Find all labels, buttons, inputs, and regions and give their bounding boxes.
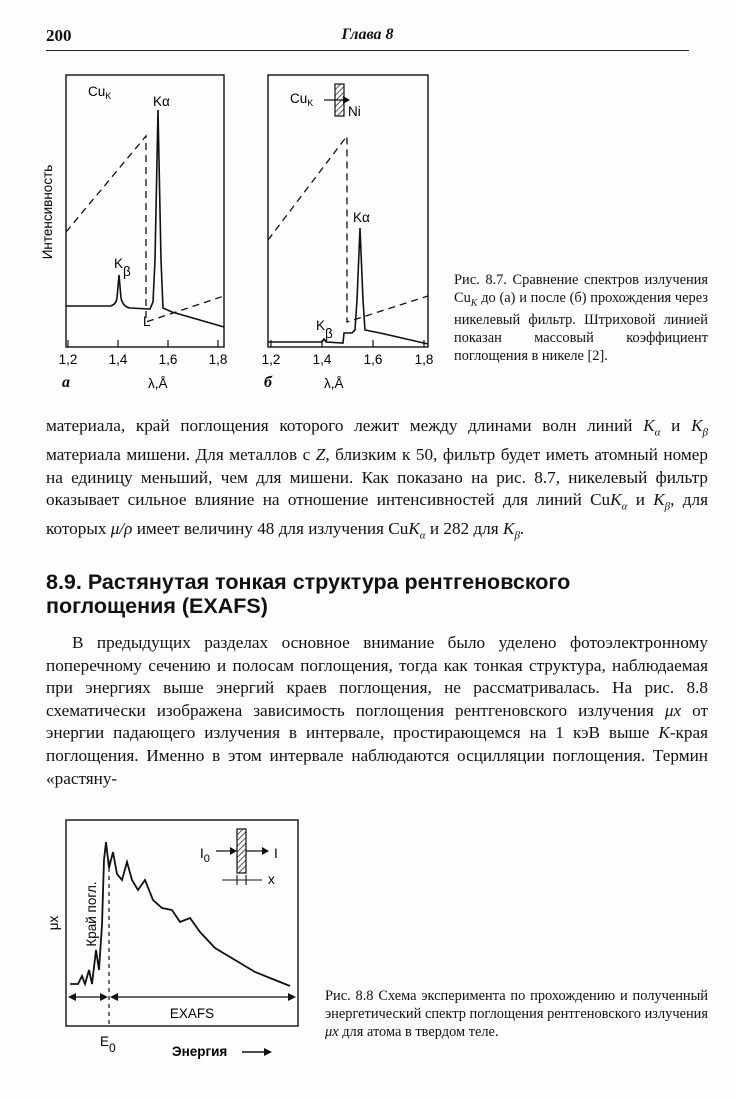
p2-k: K [658,723,670,743]
fig88-i-label: I [274,846,278,861]
p1-mu-rho: μ/ρ [110,519,133,539]
paragraph-2 [46,632,708,790]
panel-a-xlabel: λ,Å [148,376,168,391]
fig88-energy-arrow-head [264,1048,272,1056]
p1-z: Z [315,445,326,465]
p1-t9: . [519,519,525,539]
p1-t7: имеет величину 48 для излучения Cu [132,519,409,539]
section-title: 8.9. Растянутая тонкая структура рентгеновского поглощения (EXAFS) [46,570,571,618]
fig88-caption-rest: для атома в твердом теле. [338,1023,499,1040]
p2-t3: -края поглощения. Именно в этом интервале наблюдаются осцилляции поглощения. Термин «растяну- [46,723,708,788]
fig88-sample-icon [237,829,246,873]
fig88-arrowhead-left2 [110,993,118,1001]
panel-b-tick-16: 1,6 [363,352,383,367]
panel-b-xticks [271,340,424,347]
p1-t6: , для которых [46,490,708,539]
fig88-caption [325,988,708,1041]
fig88-caption-mux: μx [325,1023,339,1040]
panel-a-absorption-dashed [66,136,224,322]
fig88-exafs-label: EXAFS [169,1006,215,1021]
panel-b-filter-label: Ni [348,104,361,119]
panel-a-tick-16: 1,6 [158,352,178,367]
p1-k6: K [502,519,515,539]
panel-b-ka-label: Kα [353,210,370,225]
p1-k2: K [691,416,703,435]
p1-t5: и [627,490,654,510]
fig88-ylabel: μx [46,915,61,931]
fig88-beam-out-head [262,847,269,855]
panel-b-spectrum [268,228,428,344]
p1-beta2: β [664,500,671,513]
fig88-beam-in-head [230,847,237,855]
panel-b-tick-18: 1,8 [414,352,434,367]
fig87-caption-rest: до (а) и после (б) прохождения через никелевый фильтр. Штриховой линией показан массовый коэффициент поглощения в никеле [2]. [454,289,708,365]
p1-t1: материала, край поглощения которого лежит между длинами волн линий [46,416,644,435]
fig87-caption-sub: K [470,297,478,309]
page-number: 200 [46,26,72,45]
fig87-ylabel: Интенсивность [40,164,55,260]
panel-a-edge-mark: L [143,314,151,329]
fig88-xlabel: Энергия [172,1044,228,1059]
p1-t2: и [660,416,692,435]
panel-b-tick-12: 1,2 [261,352,281,367]
fig88-arrowhead-right1 [100,993,108,1001]
p1-alpha2: α [621,500,628,513]
fig87-caption [454,272,708,366]
panel-a-label: а [62,374,70,391]
panel-b-source: $Cu_K$ [290,91,314,108]
panel-b-label: б [264,374,272,391]
p1-beta1: β [702,426,709,439]
p1-k5: K [408,519,420,539]
p1-t8: и 282 для [425,519,503,539]
p1-beta3: β [514,529,520,542]
fig88-edge-label: Край погл. [84,881,99,947]
p2-mux: μx [664,700,682,720]
p1-t3: материала мишени. Для металлов с [46,445,316,465]
chapter-title: Глава 8 [341,26,394,43]
panel-a-tick-14: 1,4 [108,352,128,367]
p1-k4: K [653,490,665,510]
p1-alpha3: α [419,529,426,542]
fig88-caption-text: Рис. 8.8 Схема эксперимента по прохождению и полученный энергетический спектр поглощения рентгеновского излучения [325,988,708,1022]
paragraph-1 [46,415,708,547]
panel-b-absorption-dashed [268,136,428,322]
panel-a-kb-label: Kβ [114,256,131,279]
panel-b-xlabel: λ,Å [324,376,344,391]
fig88-x-label: x [268,872,275,887]
fig88-i0-label: $I_0$ [200,846,210,865]
fig88-arrowhead-right2 [288,993,296,1001]
fig88-arrowhead-left1 [68,993,76,1001]
panel-a-xticks [68,340,218,347]
panel-b-tick-14: 1,4 [312,352,332,367]
fig88-spectrum [70,842,290,986]
p1-k1: K [643,416,655,435]
figure-8-8 [0,800,735,1100]
panel-a-tick-18: 1,8 [208,352,228,367]
panel-a-ka-label: Kα [153,94,170,109]
p2-t2: от энергии падающего излучения в интервале, простирающемся на 1 кэВ выше [46,700,708,743]
panel-b-kb-label: Kβ [316,318,333,341]
fig88-e0-label: E0 [100,1034,116,1055]
panel-a-tick-12: 1,2 [58,352,78,367]
panel-a-spectrum [66,110,224,327]
p2-t1: В предыдущих разделах основное внимание было уделено фотоэлектронному поперечному сечению и полосам поглощения, тогда как тонкая структура, наблюдаемая при энергиях выше энергий краев поглощения, не рассматривалась. На рис. 8.8 схематически изображена зависимость поглощения рентгеновского излучения [46,633,708,720]
ni-filter-icon [335,84,344,116]
p1-t4: , близким к 50, фильтр будет иметь атомный номер на единицу меньший, чем для мишени. Как показано на рис. 8.7, никелевый фильтр оказывает сильное влияние на отношение интенсивностей для линий Cu [46,445,708,510]
panel-a-source: $Cu_K$ [88,84,112,101]
fig87-caption-text: Рис. 8.7. Сравнение спектров излучения Cu [454,272,708,306]
p1-alpha1: α [654,426,661,439]
p1-k3: K [610,490,622,510]
